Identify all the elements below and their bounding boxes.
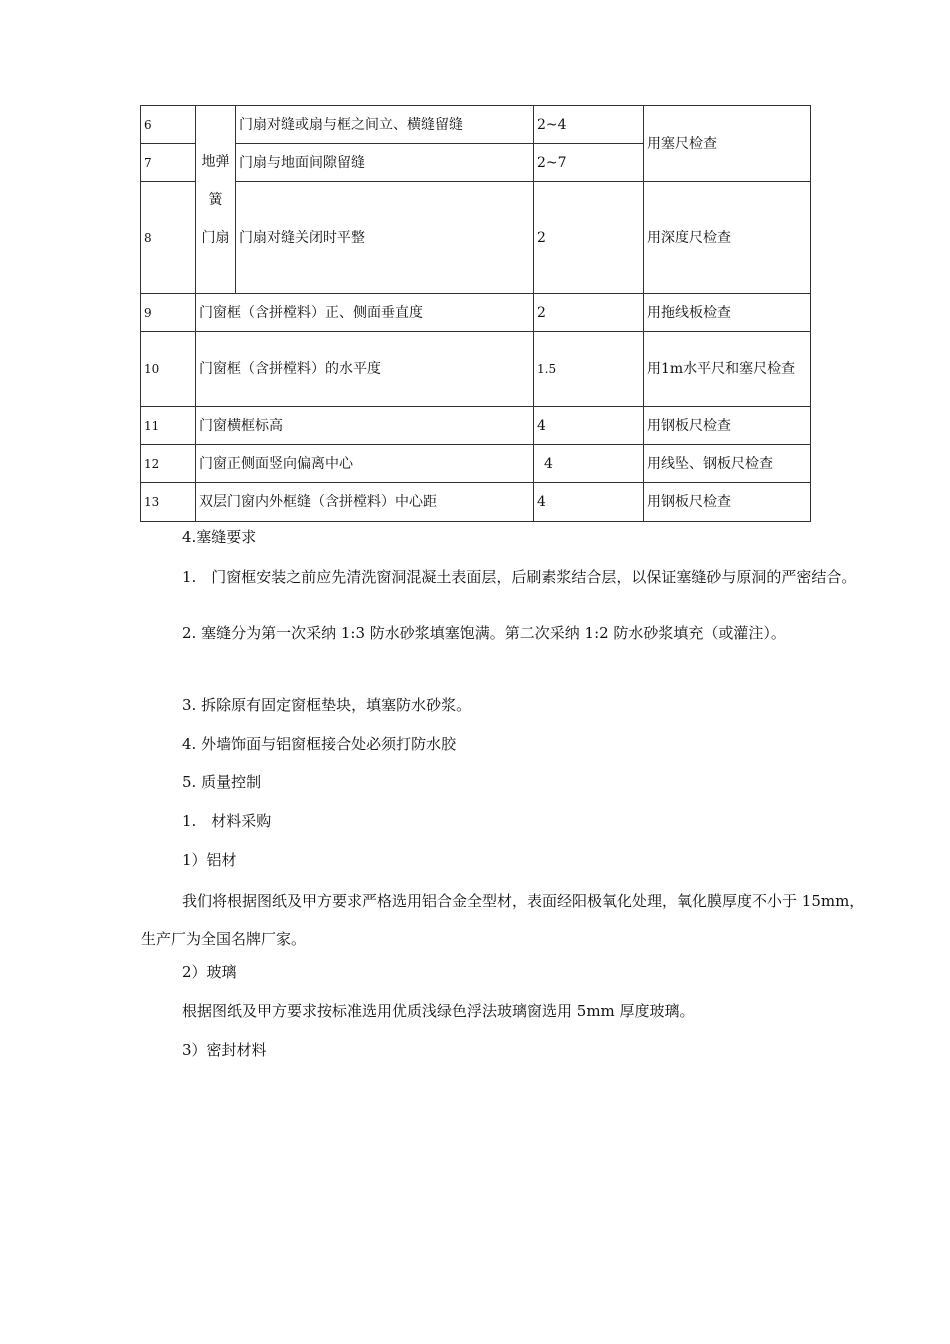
- paragraph: 我们将根据图纸及甲方要求严格选用铝合金全型材，表面经阳极氧化处理，氧化膜厚度不小于 15mm，生产厂为全国名牌厂家。: [141, 892, 865, 948]
- subheading: 2）玻璃: [182, 963, 237, 981]
- value-cell: 4: [534, 483, 644, 522]
- value-cell: 4: [534, 445, 644, 483]
- value-cell: 2: [534, 182, 644, 294]
- table-row: [141, 182, 811, 294]
- subheading: 1. 材料采购: [182, 812, 272, 830]
- method-cell: 用线坠、钢板尺检查: [644, 445, 811, 483]
- subheading: 1）铝材: [182, 851, 237, 869]
- row-number: 10: [141, 332, 196, 407]
- item-cell: 门窗横框标高: [196, 407, 534, 445]
- item-cell: 门扇对缝关闭时平整: [236, 182, 534, 294]
- value-cell: 4: [534, 407, 644, 445]
- item-cell: 门窗框（含拼樘料）的水平度: [196, 332, 534, 407]
- item-cell: 双层门窗内外框缝（含拼樘料）中心距: [196, 483, 534, 522]
- table-row: [141, 294, 811, 332]
- row-number: 11: [141, 407, 196, 445]
- paragraph: 根据图纸及甲方要求按标准选用优质浅绿色浮法玻璃窗选用 5mm 厚度玻璃。: [182, 1002, 695, 1020]
- paragraph: 1. 门窗框安装之前应先清洗窗洞混凝土表面层，后刷素浆结合层，以保证塞缝砂与原洞的严密结合。: [182, 568, 857, 586]
- group-label-line: 地弹: [201, 153, 230, 170]
- method-cell: 用钢板尺检查: [644, 483, 811, 522]
- table-row: [141, 332, 811, 407]
- subheading: 3）密封材料: [182, 1041, 267, 1059]
- row-number: 9: [141, 294, 196, 332]
- paragraph: 3. 拆除原有固定窗框垫块，填塞防水砂浆。: [182, 696, 472, 714]
- table-row: [141, 445, 811, 483]
- method-cell: 用钢板尺检查: [644, 407, 811, 445]
- table-row: [141, 106, 811, 144]
- value-cell: 1.5: [534, 332, 644, 407]
- item-cell: 门扇对缝或扇与框之间立、横缝留缝: [236, 106, 534, 144]
- method-cell: 用深度尺检查: [644, 182, 811, 294]
- method-cell: 用1m水平尺和塞尺检查: [644, 332, 811, 407]
- group-label-line: 簧: [208, 191, 223, 208]
- row-number: 13: [141, 483, 196, 522]
- item-cell: 门窗框（含拼樘料）正、侧面垂直度: [196, 294, 534, 332]
- row-number: 8: [141, 182, 196, 294]
- method-cell: 用塞尺检查: [644, 106, 811, 182]
- method-cell: 用拖线板检查: [644, 294, 811, 332]
- table-row: [141, 483, 811, 522]
- value-cell: 2: [534, 294, 644, 332]
- value-cell: 2~7: [534, 144, 644, 182]
- section-heading: 5. 质量控制: [182, 773, 262, 791]
- item-cell: 门窗正侧面竖向偏离中心: [196, 445, 534, 483]
- group-label-cell: [196, 106, 236, 294]
- row-number: 7: [141, 144, 196, 182]
- section-heading: 4.塞缝要求: [182, 528, 257, 546]
- paragraph: 2. 塞缝分为第一次采纳 1:3 防水砂浆填塞饱满。第二次采纳 1:2 防水砂浆填充（或灌注）。: [182, 624, 786, 642]
- inspection-table: [140, 105, 811, 522]
- item-cell: 门扇与地面间隙留缝: [236, 144, 534, 182]
- row-number: 6: [141, 106, 196, 144]
- value-cell: 2~4: [534, 106, 644, 144]
- paragraph: 4. 外墙饰面与铝窗框接合处必须打防水胶: [182, 735, 457, 753]
- group-label-line: 门扇: [201, 229, 230, 246]
- table-row: [141, 407, 811, 445]
- row-number: 12: [141, 445, 196, 483]
